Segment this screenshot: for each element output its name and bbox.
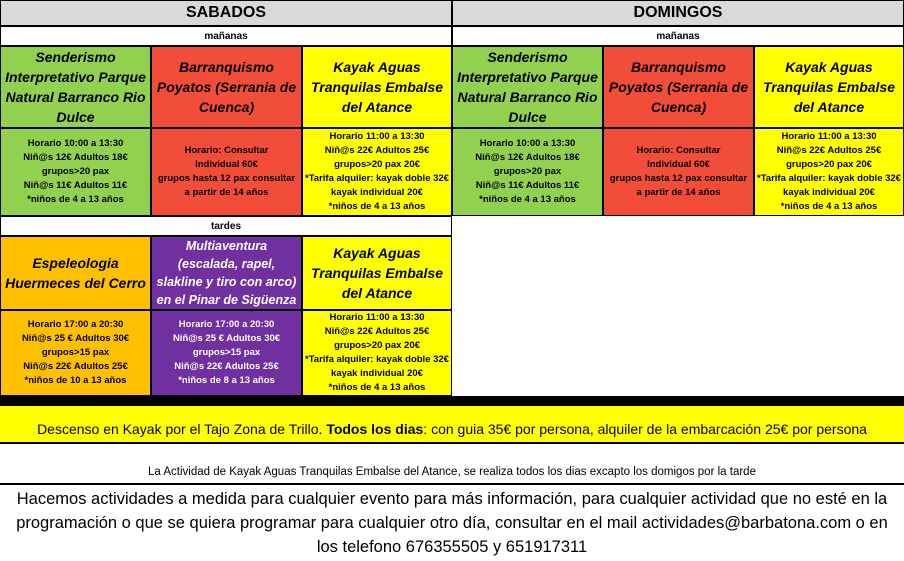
contact-line: Hacemos actividades a medida para cualquier evento para más información, para cualquier actividad que no esté en la [16,490,888,508]
detail-line: Horario 11:00 a 13:30 [329,312,425,323]
sun-senderismo-details [452,128,603,216]
detail-line: grupos>20 pax 20€ [334,340,420,351]
detail-line: grupos>15 pax [192,347,261,358]
title-line: Poyatos (Serrania de [156,79,297,95]
title-line: Dulce [508,109,547,125]
detail-line: Individual 60€ [647,159,710,170]
detail-line: Niñ@s 12€ Adultos 18€ [23,152,128,163]
descenso-text [37,411,867,437]
contact-line: programación o que se quiera programar para cualquier otro día, consultar en el mail actividades@barbatona.com o en [16,514,888,532]
detail-line: Niñ@s 25 € Adultos 30€ [21,333,130,344]
detail-line: Horario 10:00 a 13:30 [479,138,576,149]
detail-line: Horario 10:00 a 13:30 [27,138,124,149]
title-line: en el Pinar de Sigüenza [156,293,297,307]
title-line: Cuenca) [650,99,707,115]
title-line: del Atance [341,285,413,301]
detail-line: Horario: Consultar [636,145,721,156]
saturday-header-label: SABADOS [185,4,266,21]
title-line: Senderismo [487,49,568,65]
detail-line: grupos>20 pax [41,166,110,177]
detail-line: kayak individual 20€ [783,187,875,198]
title-line: Tranquilas Embalse [310,265,443,281]
title-line: Interpretativo Parque [457,69,598,85]
sun-senderismo-title [452,46,603,128]
title-line: Multiaventura [185,239,268,253]
contact-info [0,483,904,561]
detail-line: Niñ@s 22€ Adultos 25€ [324,326,430,337]
detail-line: *Tarifa alquiler: kayak doble 32€ [305,354,449,365]
sat-espeleologia-title [0,236,151,310]
title-line: Poyatos (Serrania de [608,79,749,95]
saturday-morning-text: mañanas [204,30,248,42]
detail-line: Niñ@s 11€ Adultos 11€ [475,180,580,191]
detail-line: *niños de 4 a 13 años [479,194,576,205]
detail-line: Niñ@s 22€ Adultos 25€ [776,145,882,156]
sunday-morning-text: mañanas [656,30,700,42]
detail-line: *Tarifa alquiler: kayak doble 32€ [305,173,449,184]
detail-line: a partir de 14 años [184,187,269,198]
descenso-pre: Descenso en Kayak por el Tajo Zona de Trillo. [37,421,327,437]
detail-line: Horario 11:00 a 13:30 [781,131,877,142]
sat-multiaventura-title [151,236,302,310]
title-line: Senderismo [35,49,116,65]
contact-line: los telefono 676355505 y 651917311 [316,538,588,556]
sat-espeleologia-details [0,310,151,396]
detail-line: *niños de 4 a 13 años [780,201,878,212]
kayak-note [0,446,904,482]
detail-line: Horario 17:00 a 20:30 [178,319,275,330]
saturday-header [0,0,452,26]
detail-line: grupos hasta 12 pax consultar [609,173,748,184]
title-line: Interpretativo Parque [5,69,146,85]
sun-barranquismo-title [603,46,754,128]
saturday-afternoon-label [0,216,452,236]
sat-afternoon-kayak-details [302,310,452,396]
separator-bar [0,396,904,406]
sunday-morning-label [452,26,904,46]
detail-line: grupos>20 pax 20€ [334,159,420,170]
title-line: Huermeces del Cerro [5,275,146,291]
detail-line: Niñ@s 22€ Adultos 25€ [174,361,279,372]
detail-line: kayak individual 20€ [331,187,423,198]
detail-line: *niños de 8 a 13 años [178,375,275,386]
detail-line: *niños de 4 a 13 años [328,201,426,212]
detail-line: *Tarifa alquiler: kayak doble 32€ [757,173,901,184]
title-line: Kayak Aguas [785,59,873,75]
detail-line: Niñ@s 25 € Adultos 30€ [172,333,281,344]
saturday-afternoon-text: tardes [210,220,241,232]
title-line: Dulce [56,109,95,125]
sat-kayak-title [302,46,452,128]
sun-barranquismo-details [603,128,754,216]
descenso-bold: Todos los dias [326,421,424,437]
descenso-post: : con guia 35€ por persona, alquiler de la embarcación 25€ por persona [423,421,867,437]
detail-line: kayak individual 20€ [331,368,423,379]
detail-line: *niños de 4 a 13 años [328,382,426,393]
detail-line: *niños de 10 a 13 años [24,375,127,386]
detail-line: Niñ@s 12€ Adultos 18€ [475,152,580,163]
detail-line: grupos hasta 12 pax consultar [157,173,296,184]
title-line: (escalada, rapel, [177,257,276,271]
title-line: Natural Barranco Rio [457,89,598,105]
title-line: Kayak Aguas [333,245,421,261]
sat-barranquismo-details [151,128,302,216]
detail-line: grupos>15 pax [41,347,110,358]
title-line: Barranquismo [631,59,726,75]
detail-line: Horario 17:00 a 20:30 [27,319,124,330]
saturday-morning-label [0,26,452,46]
title-line: del Atance [793,99,865,115]
detail-line: Niñ@s 11€ Adultos 11€ [23,180,128,191]
detail-line: Niñ@s 22€ Adultos 25€ [324,145,430,156]
detail-line: Horario: Consultar [184,145,269,156]
sat-senderismo-details [0,128,151,216]
sunday-header-label: DOMINGOS [633,4,723,21]
sat-afternoon-kayak-title [302,236,452,310]
title-line: Tranquilas Embalse [310,79,443,95]
title-line: Barranquismo [179,59,274,75]
detail-line: *niños de 4 a 13 años [27,194,124,205]
detail-line: Individual 60€ [195,159,258,170]
title-line: Tranquilas Embalse [762,79,895,95]
descenso-band [0,406,904,444]
title-line: Espeleologia [32,255,119,271]
sat-barranquismo-title [151,46,302,128]
sat-kayak-details [302,128,452,216]
detail-line: a partir de 14 años [636,187,721,198]
title-line: del Atance [341,99,413,115]
sat-senderismo-title [0,46,151,128]
title-line: Cuenca) [198,99,255,115]
title-line: slakline y tiro con arco) [156,275,297,289]
sunday-header [452,0,904,26]
sun-kayak-title [754,46,904,128]
sun-kayak-details [754,128,904,216]
detail-line: grupos>20 pax [493,166,562,177]
title-line: Natural Barranco Rio [5,89,146,105]
detail-line: grupos>20 pax 20€ [786,159,872,170]
detail-line: Niñ@s 22€ Adultos 25€ [23,361,128,372]
kayak-note-text: La Actividad de Kayak Aguas Tranquilas Embalse del Atance, se realiza todos los dias excapto los domigos por la tarde [148,466,756,478]
title-line: Kayak Aguas [333,59,421,75]
detail-line: Horario 11:00 a 13:30 [329,131,425,142]
sat-multiaventura-details [151,310,302,396]
